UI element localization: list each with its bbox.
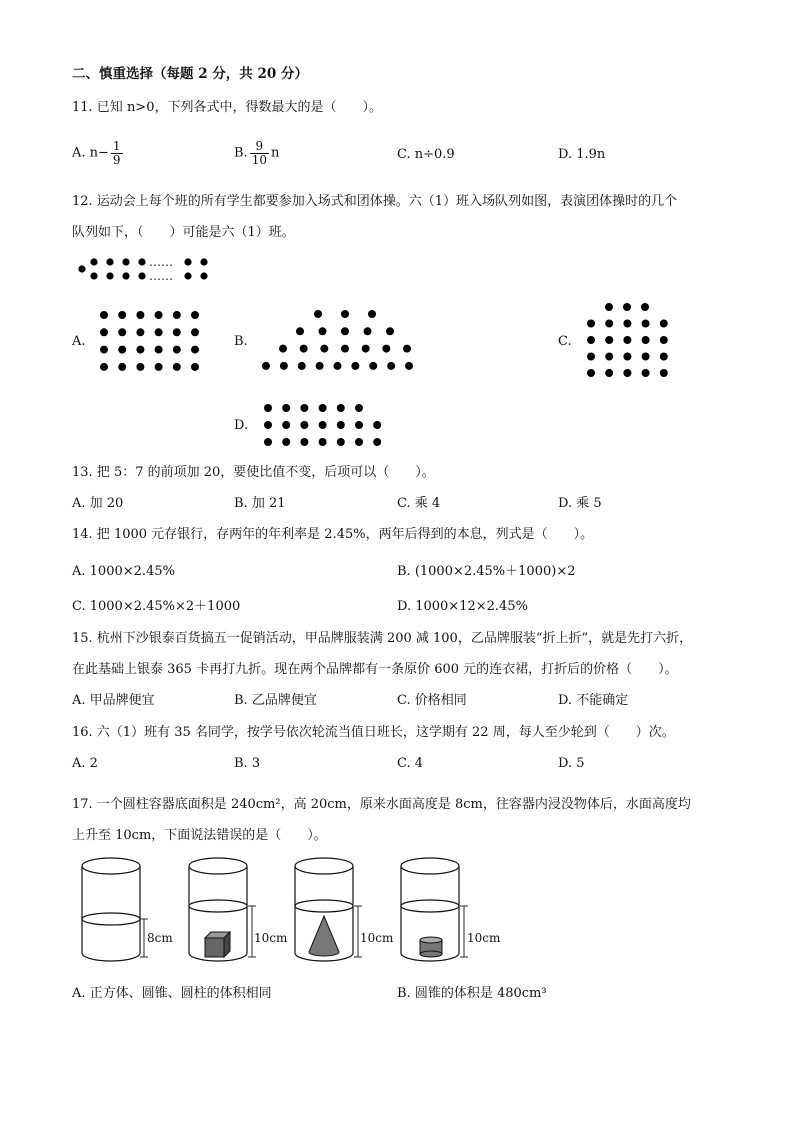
- queue-dot: [184, 258, 191, 265]
- q14-option-d[interactable]: D. 1000×12×2.45%: [397, 599, 528, 614]
- figure-a-dot: [155, 311, 163, 319]
- queue-dot: [200, 272, 207, 279]
- figure-c-dot: [587, 353, 595, 361]
- figure-a-dot: [173, 311, 181, 319]
- q12-option-c[interactable]: C.: [558, 334, 572, 349]
- q13-option-c[interactable]: C. 乘 4: [397, 496, 441, 511]
- q11-b-text: B.: [234, 145, 248, 161]
- figure-b-dot: [351, 362, 359, 370]
- q16-option-b[interactable]: B. 3: [234, 756, 261, 771]
- figure-d-dot: [337, 438, 345, 446]
- figure-b-dot: [341, 345, 349, 353]
- figure-a-dot: [155, 363, 163, 371]
- figure-d-dot: [355, 404, 363, 412]
- queue-ellipsis-top: ……: [149, 255, 173, 269]
- figure-c-dot: [660, 320, 668, 328]
- figure-a-dot: [100, 363, 108, 371]
- figure-c-dot: [623, 353, 631, 361]
- q12-option-a[interactable]: A.: [72, 334, 86, 349]
- q13-option-b[interactable]: B. 加 21: [234, 496, 286, 511]
- figure-b-dot: [341, 327, 349, 335]
- figure-b-dot: [319, 327, 327, 335]
- figure-a-dot: [136, 363, 144, 371]
- figure-a-dot: [100, 328, 108, 336]
- q11-a-numerator: 1: [112, 139, 121, 153]
- figure-c-dot: [605, 336, 613, 344]
- figure-b-dot: [341, 310, 349, 318]
- q12-stem-line1: 12. 运动会上每个班的所有学生都要参加入场式和团体操。六（1）班入场队列如图，表演团体操时的几个: [72, 194, 678, 209]
- figure-a-dot: [191, 328, 199, 336]
- figure-d-dot: [355, 421, 363, 429]
- figure-c-dot: [641, 303, 649, 311]
- figure-c-dot: [642, 320, 650, 328]
- figure-a-dot: [173, 363, 181, 371]
- figure-a-dot: [155, 328, 163, 336]
- figure-b-dot: [279, 345, 287, 353]
- figure-c-dot: [623, 336, 631, 344]
- figure-a-dot: [118, 363, 126, 371]
- figure-c-dot: [623, 303, 631, 311]
- figure-b-dot: [386, 327, 394, 335]
- figure-b-dot: [369, 362, 377, 370]
- q11-a-text: A. n−: [72, 145, 109, 161]
- figure-a-dot: [136, 346, 144, 354]
- figure-a-dot: [100, 346, 108, 354]
- q17-option-a[interactable]: A. 正方体、圆锥、圆柱的体积相同: [72, 986, 272, 1001]
- figure-a-dot: [118, 328, 126, 336]
- q11-b-denominator: 10: [251, 152, 267, 167]
- figure-a-dot: [118, 346, 126, 354]
- q17-height-label-2: 10cm: [254, 931, 288, 945]
- figure-c-dot: [642, 336, 650, 344]
- figure-d-dot: [337, 421, 345, 429]
- figure-d-dot: [337, 404, 345, 412]
- figure-c-dot: [642, 353, 650, 361]
- q14-option-a[interactable]: A. 1000×2.45%: [72, 564, 175, 579]
- figure-c-dot: [605, 369, 613, 377]
- q15-stem-line2: 在此基础上银泰 365 卡再打九折。现在两个品牌都有一条原价 600 元的连衣裙，打折后的价格（ ）。: [72, 662, 678, 677]
- q17-cylinder-2-cube: [189, 858, 288, 961]
- figure-b-dot: [320, 345, 328, 353]
- section-title: 二、慎重选择（每题 2 分，共 20 分）: [72, 66, 308, 82]
- figure-d-dot: [264, 404, 272, 412]
- q11-b-numerator: 9: [250, 140, 269, 154]
- queue-dot: [90, 272, 97, 279]
- q17-height-label-4: 10cm: [467, 931, 501, 945]
- q12-option-d[interactable]: D.: [234, 418, 249, 433]
- q15-stem-line1: 15. 杭州下沙银泰百货搞五一促销活动，甲品牌服装满 200 减 100，乙品牌服装“折上折”，就是先打六折，: [72, 631, 693, 646]
- figure-d-dot: [300, 421, 308, 429]
- q17-stem-line1: 17. 一个圆柱容器底面积是 240cm²，高 20cm，原来水面高度是 8cm，往容器内浸没物体后，水面高度均: [72, 797, 691, 812]
- queue-dot: [138, 258, 145, 265]
- figure-a-dot: [136, 311, 144, 319]
- q12-option-b[interactable]: B.: [234, 334, 248, 349]
- figure-d-dot: [300, 404, 308, 412]
- q17-cylinder-1: [82, 858, 173, 961]
- figure-b-dot: [382, 345, 390, 353]
- figure-d-dot: [355, 438, 363, 446]
- figure-c-dot: [660, 336, 668, 344]
- q17-height-label-3: 10cm: [360, 931, 394, 945]
- figure-a-dot: [100, 311, 108, 319]
- q12-figure-c: [587, 303, 668, 377]
- figure-b-dot: [314, 310, 322, 318]
- q16-option-c[interactable]: C. 4: [397, 756, 424, 771]
- figure-b-dot: [364, 327, 372, 335]
- queue-dot: [200, 258, 207, 265]
- q13-option-d[interactable]: D. 乘 5: [558, 496, 602, 511]
- q17-cylinder-4-cylinder: [401, 858, 501, 961]
- figure-b-dot: [300, 345, 308, 353]
- figure-a-dot: [155, 346, 163, 354]
- queue-ellipsis-bottom: ……: [149, 269, 173, 283]
- figure-a-dot: [191, 363, 199, 371]
- q17-stem-line2: 上升至 10cm，下面说法错误的是（ ）。: [72, 828, 327, 843]
- figure-b-dot: [403, 345, 411, 353]
- figure-c-dot: [660, 353, 668, 361]
- q12-stem-line2: 队列如下，（ ）可能是六（1）班。: [72, 225, 295, 240]
- q15-option-a[interactable]: A. 甲品牌便宜: [72, 693, 155, 708]
- figure-b-dot: [405, 362, 413, 370]
- queue-dot: [90, 258, 97, 265]
- figure-b-dot: [362, 345, 370, 353]
- figure-d-dot: [264, 438, 272, 446]
- figure-d-dot: [264, 421, 272, 429]
- figure-c-dot: [605, 303, 613, 311]
- figure-a-dot: [118, 311, 126, 319]
- figure-c-dot: [660, 369, 668, 377]
- figure-c-dot: [587, 369, 595, 377]
- q11-stem: 11. 已知 n>0，下列各式中，得数最大的是（ ）。: [72, 100, 382, 115]
- q14-option-c[interactable]: C. 1000×2.45%×2＋1000: [72, 599, 241, 614]
- queue-dot: [184, 272, 191, 279]
- q12-entrance-queue-figure: [78, 255, 207, 283]
- figure-c-dot: [642, 369, 650, 377]
- q11-option-d[interactable]: D. 1.9n: [558, 147, 606, 162]
- figure-a-dot: [191, 346, 199, 354]
- q11-option-c[interactable]: C. n÷0.9: [397, 147, 455, 162]
- figure-b-dot: [387, 362, 395, 370]
- figure-d-dot: [373, 421, 381, 429]
- q14-stem: 14. 把 1000 元存银行，存两年的年利率是 2.45%，两年后得到的本息，列式是（ ）。: [72, 527, 594, 542]
- figure-c-dot: [605, 353, 613, 361]
- figure-d-dot: [319, 438, 327, 446]
- figure-c-dot: [623, 320, 631, 328]
- figure-d-dot: [300, 438, 308, 446]
- figure-c-dot: [587, 320, 595, 328]
- figure-a-dot: [191, 311, 199, 319]
- q13-stem: 13. 把 5：7 的前项加 20，要使比值不变，后项可以（ ）。: [72, 465, 435, 480]
- figure-d-dot: [282, 421, 290, 429]
- figure-b-dot: [280, 362, 288, 370]
- queue-dot: [122, 258, 129, 265]
- figure-c-dot: [623, 369, 631, 377]
- q14-option-b[interactable]: B. (1000×2.45%＋1000)×2: [397, 564, 576, 579]
- figure-c-dot: [587, 336, 595, 344]
- queue-dot: [106, 258, 113, 265]
- figure-d-dot: [373, 438, 381, 446]
- q15-option-d[interactable]: D. 不能确定: [558, 693, 629, 708]
- queue-dot: [138, 272, 145, 279]
- q12-figure-d: [264, 404, 381, 446]
- figure-a-dot: [136, 328, 144, 336]
- q16-option-d[interactable]: D. 5: [558, 756, 585, 771]
- figure-c-dot: [605, 320, 613, 328]
- figure-b-dot: [368, 310, 376, 318]
- q16-option-a[interactable]: A. 2: [72, 756, 98, 771]
- figure-b-dot: [262, 362, 270, 370]
- q17-option-b[interactable]: B. 圆锥的体积是 480cm³: [397, 986, 547, 1001]
- q15-option-b[interactable]: B. 乙品牌便宜: [234, 693, 317, 708]
- q13-option-a[interactable]: A. 加 20: [72, 496, 124, 511]
- figure-b-dot: [298, 362, 306, 370]
- figure-d-dot: [282, 438, 290, 446]
- figure-d-dot: [319, 404, 327, 412]
- q17-height-label-1: 8cm: [147, 931, 173, 945]
- q15-option-c[interactable]: C. 价格相同: [397, 693, 467, 708]
- figure-a-dot: [173, 346, 181, 354]
- queue-dot: [122, 272, 129, 279]
- figure-d-dot: [282, 404, 290, 412]
- figure-a-dot: [173, 328, 181, 336]
- q11-a-denominator: 9: [112, 152, 121, 167]
- q12-figure-b: [262, 310, 413, 370]
- figure-b-dot: [296, 327, 304, 335]
- q12-figure-a: [100, 311, 199, 371]
- q11-b-var: n: [270, 145, 280, 161]
- figure-d-dot: [319, 421, 327, 429]
- figure-b-dot: [334, 362, 342, 370]
- q16-stem: 16. 六（1）班有 35 名同学，按学号依次轮流当值日班长，这学期有 22 周，每人至少轮到（ ）次。: [72, 725, 675, 740]
- q17-cylinder-3-cone: [295, 858, 394, 961]
- queue-dot: [106, 272, 113, 279]
- figure-b-dot: [316, 362, 324, 370]
